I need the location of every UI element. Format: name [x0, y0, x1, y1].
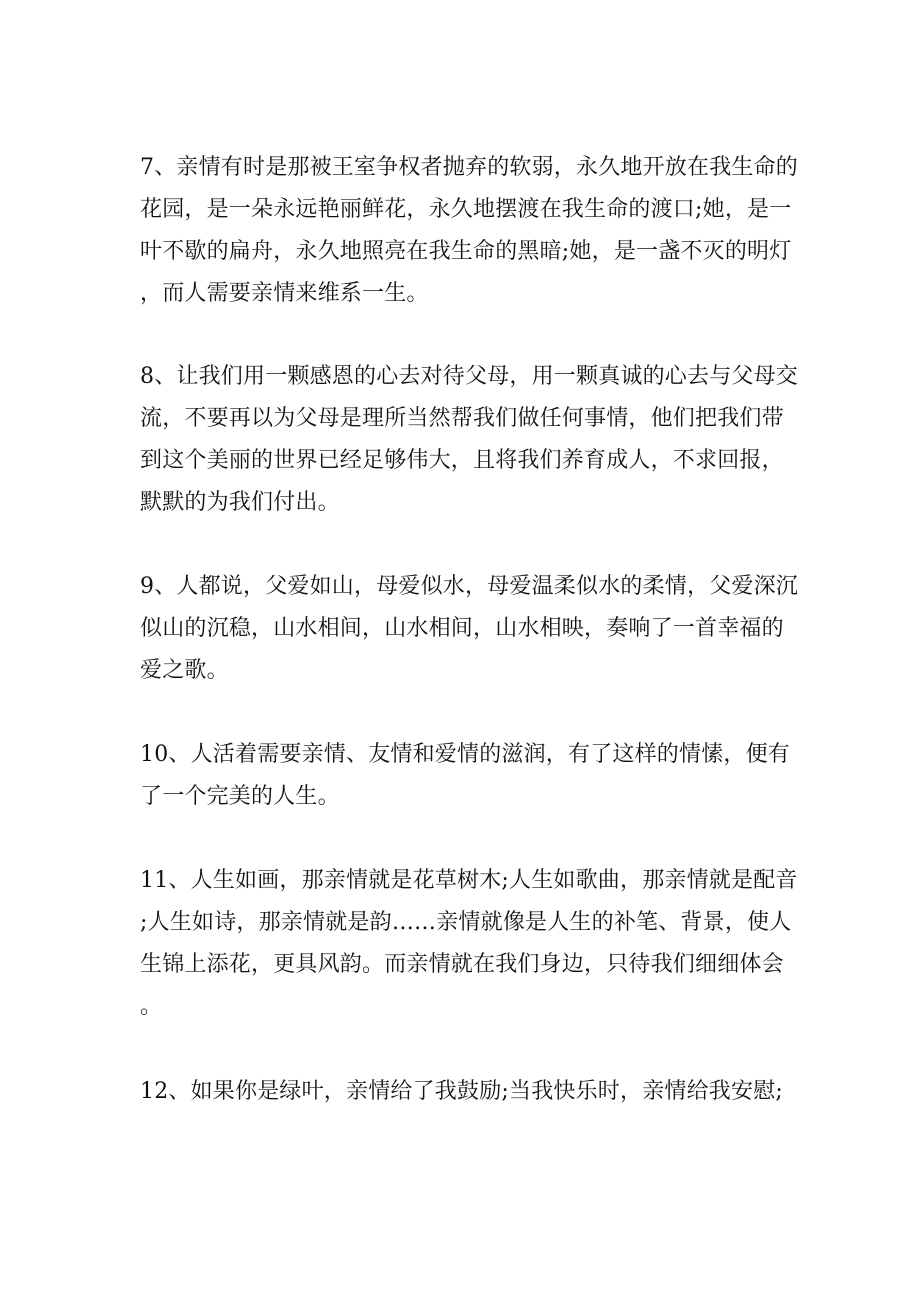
- text-line: 叶不歇的扁舟，永久地照亮在我生命的黑暗;她，是一盏不灭的明灯: [140, 239, 792, 264]
- text-line: 了一个完美的人生。: [140, 784, 340, 809]
- text-line: ，而人需要亲情来维系一生。: [140, 281, 429, 306]
- text-line: 。: [140, 994, 163, 1019]
- text-line: 9、人都说，父爱如山，母爱似水，母爱温柔似水的柔情，父爱深沉: [140, 574, 798, 599]
- text-line: 花园，是一朵永远艳丽鲜花，永久地摆渡在我生命的渡口;她，是一: [140, 197, 792, 222]
- paragraph-8: [140, 356, 798, 524]
- text-line: 8、让我们用一颗感恩的心去对待父母，用一颗真诚的心去与父母交: [140, 364, 798, 389]
- text-line: 12、如果你是绿叶，亲情给了我鼓励;当我快乐时，亲情给我安慰;: [140, 1079, 784, 1104]
- paragraph-7: [140, 147, 798, 315]
- text-line: ;人生如诗，那亲情就是韵……亲情就像是人生的补笔、背景，使人: [140, 910, 792, 935]
- paragraph-11: [140, 860, 798, 1028]
- paragraph-10: [140, 734, 790, 818]
- text-line: 10、人活着需要亲情、友情和爱情的滋润，有了这样的情愫，便有: [140, 742, 790, 767]
- paragraph-12: [140, 1071, 784, 1113]
- text-line: 流，不要再以为父母是理所当然帮我们做任何事情，他们把我们带: [140, 406, 784, 431]
- text-line: 7、亲情有时是那被王室争权者抛弃的软弱，永久地开放在我生命的: [140, 155, 798, 180]
- text-line: 似山的沉稳，山水相间，山水相间，山水相映，奏响了一首幸福的: [140, 616, 784, 641]
- paragraph-9: [140, 566, 798, 692]
- text-line: 默默的为我们付出。: [140, 490, 340, 515]
- text-line: 爱之歌。: [140, 658, 229, 683]
- text-line: 生锦上添花，更具风韵。而亲情就在我们身边，只待我们细细体会: [140, 952, 784, 977]
- text-line: 到这个美丽的世界已经足够伟大，且将我们养育成人，不求回报，: [140, 448, 784, 473]
- text-line: 11、人生如画，那亲情就是花草树木;人生如歌曲，那亲情就是配音: [140, 868, 798, 893]
